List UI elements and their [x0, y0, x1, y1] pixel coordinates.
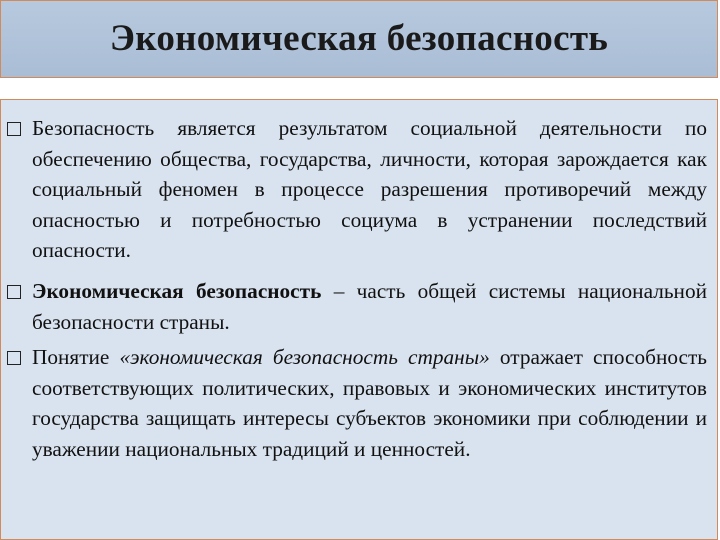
square-bullet-icon	[7, 122, 21, 136]
slide-title: Экономическая безопасность	[109, 18, 609, 59]
bullet-text: Безопасность является результатом социальной деятельности по обеспечению общества, государства, личности, которая зарождается как социальный феномен в процессе разрешения противоречий между опасностью и потребностью социума в устранении последствий опасности.	[32, 116, 707, 262]
bullet-text-before: Понятие	[32, 345, 120, 369]
bullet-text-after: отражает способность соответствующих политических, правовых и экономических институтов государства защищать интересы субъектов экономики при соблюдении и уважении национальных традиций и ценностей.	[32, 345, 708, 461]
bullet-item-1	[32, 113, 707, 266]
title-bar	[0, 0, 718, 78]
square-bullet-icon	[7, 351, 21, 365]
term-italic: «экономическая безопасность страны»	[119, 345, 490, 369]
square-bullet-icon	[7, 285, 21, 299]
bullet-item-3	[32, 342, 707, 464]
term-bold: Экономическая безопасность	[32, 279, 322, 303]
bullet-item-2	[32, 276, 707, 337]
bullet-text: – часть общей системы национальной безопасности страны.	[32, 279, 707, 334]
